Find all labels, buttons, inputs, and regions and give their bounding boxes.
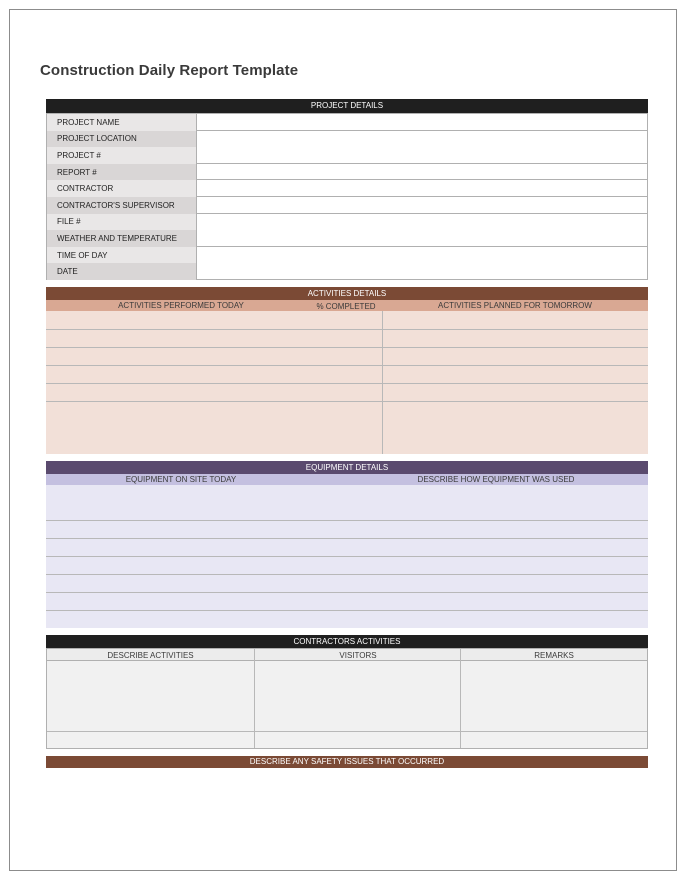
project-field-value[interactable] <box>196 114 647 131</box>
row-divider <box>46 592 648 593</box>
row-divider <box>46 556 648 557</box>
equipment-table-body <box>46 485 648 628</box>
project-field-label: WEATHER AND TEMPERATURE <box>47 230 196 247</box>
project-field-label: CONTRACTOR'S SUPERVISOR <box>47 197 196 214</box>
row-divider <box>46 329 648 330</box>
contractors-activities-header: CONTRACTORS ACTIVITIES <box>46 635 648 649</box>
equipment-column-header-row <box>46 474 648 485</box>
row-divider <box>47 731 647 732</box>
row-divider <box>46 520 648 521</box>
equipment-describe-header: DESCRIBE HOW EQUIPMENT WAS USED <box>417 475 575 484</box>
project-field-label: CONTRACTOR <box>47 180 196 197</box>
project-field-label: PROJECT # <box>47 147 196 164</box>
project-field-value[interactable] <box>196 197 647 214</box>
project-details-table <box>46 113 648 280</box>
row-divider <box>46 347 648 348</box>
row-divider <box>46 538 648 539</box>
activities-column-header-row <box>46 300 648 311</box>
project-field-value[interactable] <box>196 214 647 247</box>
project-field-label: PROJECT LOCATION <box>47 131 196 148</box>
visitors-header: VISITORS <box>339 651 377 660</box>
equipment-onsite-header: EQUIPMENT ON SITE TODAY <box>125 475 237 484</box>
row-divider <box>46 610 648 611</box>
project-field-label: DATE <box>47 263 196 280</box>
project-field-label: REPORT # <box>47 164 196 181</box>
describe-activities-header: DESCRIBE ACTIVITIES <box>107 651 194 660</box>
page-title: Construction Daily Report Template <box>40 62 299 79</box>
activities-table-body <box>46 311 648 454</box>
project-field-value[interactable] <box>196 164 647 181</box>
remarks-header: REMARKS <box>534 651 574 660</box>
contractors-activities-table <box>46 648 648 749</box>
percent-completed-header: % COMPLETED <box>316 302 376 311</box>
project-field-label: PROJECT NAME <box>47 114 196 131</box>
row-divider <box>46 574 648 575</box>
activities-details-header: ACTIVITIES DETAILS <box>46 287 648 301</box>
project-details-header: PROJECT DETAILS <box>46 99 648 113</box>
column-divider <box>460 649 461 748</box>
activities-performed-header: ACTIVITIES PERFORMED TODAY <box>118 301 244 310</box>
row-divider <box>46 401 648 402</box>
project-field-value[interactable] <box>196 180 647 197</box>
project-field-value[interactable] <box>196 247 647 280</box>
row-divider <box>46 365 648 366</box>
activities-planned-header: ACTIVITIES PLANNED FOR TOMORROW <box>438 301 592 310</box>
column-divider <box>254 649 255 748</box>
safety-issues-header: DESCRIBE ANY SAFETY ISSUES THAT OCCURRED <box>46 756 648 768</box>
project-field-value[interactable] <box>196 131 647 164</box>
column-divider <box>382 311 383 454</box>
equipment-details-header: EQUIPMENT DETAILS <box>46 461 648 475</box>
project-field-label: FILE # <box>47 214 196 231</box>
project-field-label: TIME OF DAY <box>47 247 196 264</box>
row-divider <box>46 383 648 384</box>
